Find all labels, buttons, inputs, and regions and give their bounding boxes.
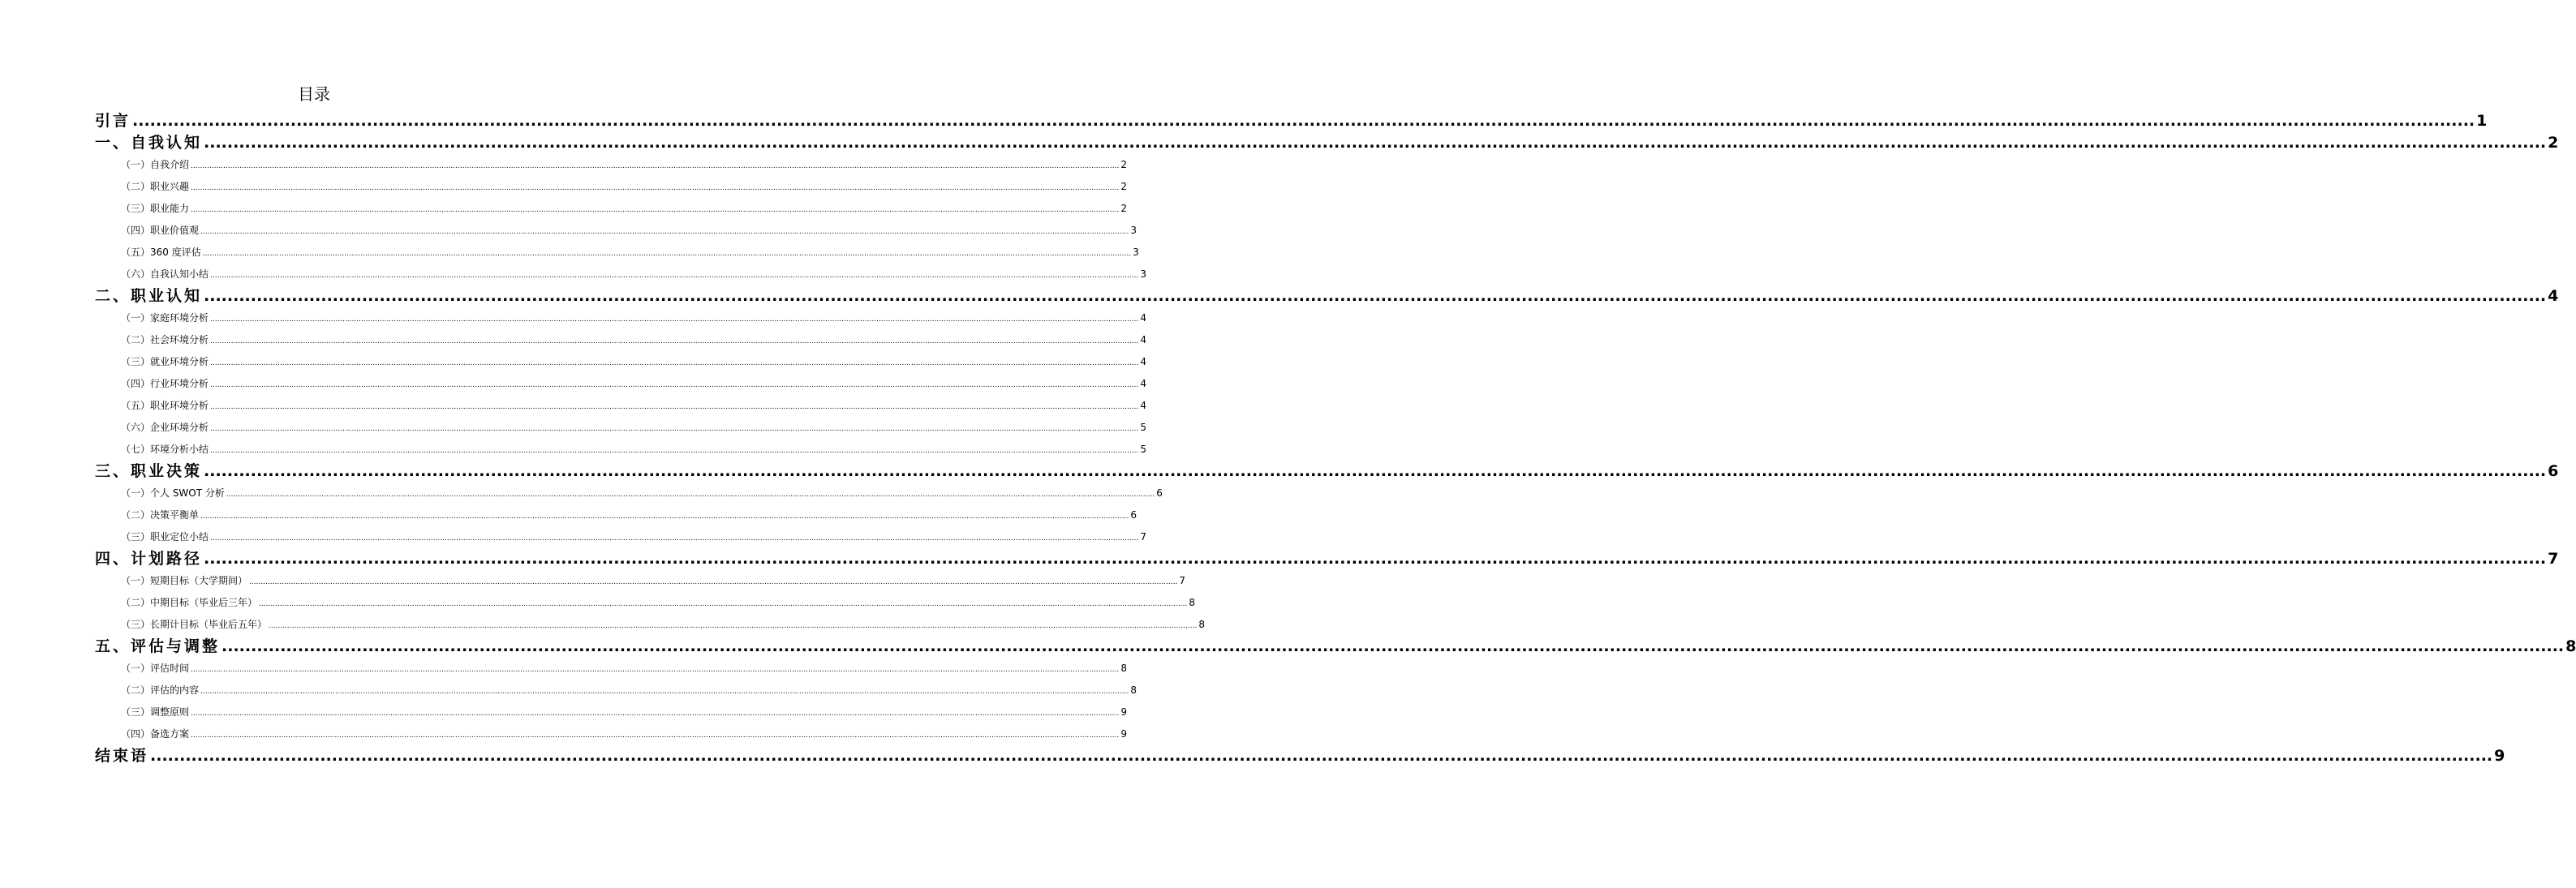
- toc-entry-label: （六）企业环境分析: [121, 422, 209, 433]
- toc-page-number: 3: [1130, 225, 1137, 236]
- toc-section-entry[interactable]: [95, 658, 1127, 680]
- toc-page-number: 3: [1140, 268, 1146, 280]
- toc-section-entry[interactable]: [95, 329, 1146, 351]
- toc-page-number: 2: [2548, 134, 2559, 152]
- toc-entry-label: （一）评估时间: [121, 663, 190, 674]
- toc-section-entry[interactable]: [95, 351, 1146, 373]
- toc-section-entry[interactable]: [95, 439, 1146, 461]
- toc-entry-label: （一）家庭环境分析: [121, 312, 209, 324]
- toc-section-entry[interactable]: [95, 373, 1146, 395]
- toc-dot-leader: ................................................................................................................................................................................................................................................................................................................................................................................................................: [132, 112, 2475, 130]
- toc-section-entry[interactable]: [95, 220, 1137, 242]
- toc-dot-leader: ................................................................................................................................................................................................................................................................................................................................................................................................................: [204, 287, 2547, 305]
- toc-section-entry[interactable]: [95, 176, 1127, 198]
- toc-section-entry[interactable]: [95, 526, 1146, 548]
- toc-entry-label: （一）短期目标（大学期间）: [121, 575, 248, 586]
- toc-dot-leader: ................................................................................................................................................................................................................................................................................................................................................................................................................: [221, 637, 2565, 655]
- toc-dot-leader: ................................................................................................................................................................................................................................................................................................................................................................................................................: [200, 688, 1129, 696]
- toc-chapter-entry[interactable]: [95, 636, 2576, 658]
- toc-dot-leader: ................................................................................................................................................................................................................................................................................................................................................................................................................: [191, 206, 1120, 214]
- toc-page-number: 1: [2476, 112, 2488, 130]
- toc-entry-label: （五）职业环境分析: [121, 400, 209, 411]
- toc-dot-leader: ................................................................................................................................................................................................................................................................................................................................................................................................................: [210, 315, 1139, 324]
- toc-dot-leader: ................................................................................................................................................................................................................................................................................................................................................................................................................: [210, 447, 1139, 455]
- toc-page-number: 4: [1140, 334, 1146, 345]
- toc-page-number: 6: [1130, 509, 1137, 521]
- toc-section-entry[interactable]: [95, 723, 1127, 745]
- toc-page-number: 6: [2548, 462, 2559, 480]
- toc-dot-leader: ................................................................................................................................................................................................................................................................................................................................................................................................................: [210, 337, 1139, 345]
- toc-dot-leader: ................................................................................................................................................................................................................................................................................................................................................................................................................: [204, 550, 2547, 568]
- toc-dot-leader: ................................................................................................................................................................................................................................................................................................................................................................................................................: [191, 731, 1120, 740]
- toc-entry-label: （四）备选方案: [121, 728, 190, 740]
- toc-dot-leader: ................................................................................................................................................................................................................................................................................................................................................................................................................: [269, 622, 1198, 630]
- toc-dot-leader: ................................................................................................................................................................................................................................................................................................................................................................................................................: [226, 491, 1155, 499]
- toc-section-entry[interactable]: [95, 701, 1127, 723]
- toc-dot-leader: ................................................................................................................................................................................................................................................................................................................................................................................................................: [210, 272, 1139, 280]
- toc-page-number: 9: [1120, 728, 1127, 740]
- toc-dot-leader: ................................................................................................................................................................................................................................................................................................................................................................................................................: [191, 666, 1120, 674]
- toc-section-entry[interactable]: [95, 307, 1146, 329]
- toc-entry-label: （二）决策平衡单: [121, 509, 200, 521]
- toc-page-number: 4: [1140, 378, 1146, 389]
- toc-chapter-entry[interactable]: [95, 285, 2559, 307]
- toc-entry-label: 四、计划路径: [95, 550, 203, 568]
- toc-dot-leader: ................................................................................................................................................................................................................................................................................................................................................................................................................: [200, 513, 1129, 521]
- toc-section-entry[interactable]: [95, 592, 1195, 614]
- toc-page-number: 6: [1156, 487, 1163, 499]
- toc-entry-label: （一）自我介绍: [121, 159, 190, 170]
- toc-page-number: 7: [2548, 550, 2559, 568]
- toc-entry-label: 引言: [95, 112, 131, 130]
- toc-dot-leader: ................................................................................................................................................................................................................................................................................................................................................................................................................: [200, 228, 1129, 236]
- toc-page-number: 8: [1198, 619, 1205, 630]
- toc-page-number: 8: [1120, 663, 1127, 674]
- toc-entry-label: （三）调整原则: [121, 706, 190, 718]
- toc-page-number: 5: [1140, 444, 1146, 455]
- toc-page-number: 7: [1179, 575, 1185, 586]
- toc-chapter-entry[interactable]: [95, 132, 2559, 154]
- toc-dot-leader: ................................................................................................................................................................................................................................................................................................................................................................................................................: [210, 381, 1139, 389]
- toc-page-number: 3: [1133, 247, 1139, 258]
- toc-page-number: 4: [1140, 400, 1146, 411]
- toc-title: 目录: [298, 84, 330, 104]
- toc-dot-leader: ................................................................................................................................................................................................................................................................................................................................................................................................................: [150, 747, 2493, 765]
- toc-entry-label: （三）就业环境分析: [121, 356, 209, 367]
- toc-entry-label: （三）职业定位小结: [121, 531, 209, 543]
- toc-dot-leader: ................................................................................................................................................................................................................................................................................................................................................................................................................: [202, 250, 1132, 258]
- toc-page-number: 8: [2565, 637, 2576, 655]
- toc-entry-label: 一、自我认知: [95, 134, 203, 152]
- toc-entry-label: （六）自我认知小结: [121, 268, 209, 280]
- toc-page-number: 4: [1140, 312, 1146, 324]
- toc-chapter-entry[interactable]: [95, 548, 2559, 570]
- toc-entry-label: （二）社会环境分析: [121, 334, 209, 345]
- table-of-contents: [95, 110, 2576, 767]
- toc-entry-label: （五）360 度评估: [121, 247, 201, 258]
- toc-dot-leader: ................................................................................................................................................................................................................................................................................................................................................................................................................: [210, 425, 1139, 433]
- toc-entry-label: （三）长期计目标（毕业后五年）: [121, 619, 268, 630]
- toc-page-number: 7: [1140, 531, 1146, 543]
- toc-page-number: 2: [1120, 203, 1127, 214]
- toc-page-number: 9: [1120, 706, 1127, 718]
- toc-dot-leader: ................................................................................................................................................................................................................................................................................................................................................................................................................: [259, 600, 1188, 608]
- toc-dot-leader: ................................................................................................................................................................................................................................................................................................................................................................................................................: [191, 162, 1120, 170]
- toc-dot-leader: ................................................................................................................................................................................................................................................................................................................................................................................................................: [210, 403, 1139, 411]
- toc-dot-leader: ................................................................................................................................................................................................................................................................................................................................................................................................................: [191, 710, 1120, 718]
- toc-entry-label: （二）评估的内容: [121, 684, 200, 696]
- toc-section-entry[interactable]: [95, 483, 1163, 504]
- toc-section-entry[interactable]: [95, 242, 1139, 264]
- toc-section-entry[interactable]: [95, 417, 1146, 439]
- toc-entry-label: （一）个人 SWOT 分析: [121, 487, 225, 499]
- toc-dot-leader: ................................................................................................................................................................................................................................................................................................................................................................................................................: [191, 184, 1120, 192]
- toc-entry-label: （四）职业价值观: [121, 225, 200, 236]
- toc-page-number: 9: [2494, 747, 2505, 765]
- toc-dot-leader: ................................................................................................................................................................................................................................................................................................................................................................................................................: [204, 462, 2547, 480]
- toc-section-entry[interactable]: [95, 504, 1137, 526]
- toc-section-entry[interactable]: [95, 154, 1127, 176]
- toc-page-number: 2: [1120, 181, 1127, 192]
- toc-entry-label: （三）职业能力: [121, 203, 190, 214]
- toc-page-number: 2: [1120, 159, 1127, 170]
- toc-section-entry[interactable]: [95, 264, 1146, 285]
- toc-dot-leader: ................................................................................................................................................................................................................................................................................................................................................................................................................: [204, 134, 2547, 152]
- toc-entry-label: 二、职业认知: [95, 287, 203, 305]
- toc-chapter-entry[interactable]: [95, 461, 2559, 483]
- toc-section-entry[interactable]: [95, 680, 1137, 701]
- toc-entry-label: 三、职业决策: [95, 462, 203, 480]
- toc-dot-leader: ................................................................................................................................................................................................................................................................................................................................................................................................................: [210, 534, 1139, 543]
- toc-entry-label: 五、评估与调整: [95, 637, 221, 655]
- toc-entry-label: （二）中期目标（毕业后三年）: [121, 597, 258, 608]
- toc-section-entry[interactable]: [95, 198, 1127, 220]
- toc-page-number: 4: [2548, 287, 2559, 305]
- toc-page-number: 8: [1189, 597, 1195, 608]
- toc-section-entry[interactable]: [95, 395, 1146, 417]
- toc-entry-label: （四）行业环境分析: [121, 378, 209, 389]
- toc-entry-label: （七）环境分析小结: [121, 444, 209, 455]
- toc-chapter-entry[interactable]: [95, 745, 2505, 767]
- toc-page-number: 5: [1140, 422, 1146, 433]
- toc-entry-label: 结束语: [95, 747, 149, 765]
- toc-entry-label: （二）职业兴趣: [121, 181, 190, 192]
- toc-page-number: 8: [1130, 684, 1137, 696]
- toc-page-number: 4: [1140, 356, 1146, 367]
- toc-dot-leader: ................................................................................................................................................................................................................................................................................................................................................................................................................: [210, 359, 1139, 367]
- toc-chapter-entry[interactable]: [95, 110, 2488, 132]
- toc-section-entry[interactable]: [95, 614, 1205, 636]
- toc-dot-leader: ................................................................................................................................................................................................................................................................................................................................................................................................................: [249, 578, 1178, 586]
- toc-section-entry[interactable]: [95, 570, 1185, 592]
